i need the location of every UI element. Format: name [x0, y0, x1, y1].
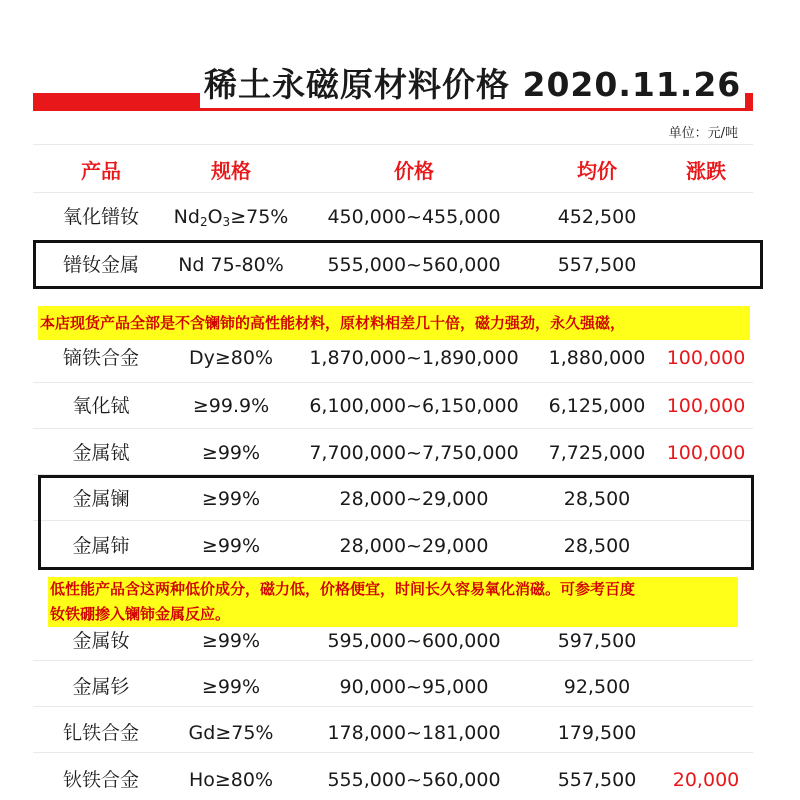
- cell-product: 氧化铽: [72, 395, 130, 417]
- cell-avg-price: 452,500: [557, 206, 637, 228]
- cell-avg-price: 28,500: [563, 535, 631, 557]
- cell-price: 28,000~29,000: [339, 535, 489, 557]
- cell-price: 555,000~560,000: [327, 769, 501, 791]
- cell-avg-price: 1,880,000: [548, 347, 646, 369]
- row-divider: [33, 752, 753, 753]
- cell-price: 1,870,000~1,890,000: [309, 347, 519, 369]
- cell-price: 595,000~600,000: [327, 630, 501, 652]
- cell-price: 450,000~455,000: [327, 206, 501, 228]
- cell-spec: ≥99%: [201, 488, 261, 510]
- cell-avg-price: 6,125,000: [548, 395, 646, 417]
- cell-product: 钬铁合金: [62, 769, 140, 791]
- header-avg-price: 均价: [577, 159, 617, 183]
- note-banner-low-performance: [48, 577, 738, 627]
- cell-change: 100,000: [666, 347, 746, 369]
- cell-spec: Ho≥80%: [188, 769, 274, 791]
- cell-change: 100,000: [666, 395, 746, 417]
- cell-spec: Dy≥80%: [188, 347, 274, 369]
- row-divider: [33, 192, 753, 193]
- note-banner-line-2: 钕铁硼掺入镧铈金属反应。: [50, 605, 231, 623]
- cell-spec: $Nd_2O_3\ge 75\%$: [173, 206, 289, 229]
- cell-product: 镨钕金属: [62, 254, 140, 276]
- cell-product: 金属钕: [72, 630, 130, 652]
- header-product: 产品: [81, 159, 121, 183]
- cell-change: 20,000: [672, 769, 740, 791]
- cell-price: 28,000~29,000: [339, 488, 489, 510]
- highlight-box-la-ce: [38, 475, 754, 570]
- row-divider: [33, 706, 753, 707]
- cell-spec: ≥99%: [201, 535, 261, 557]
- cell-spec: ≥99%: [201, 442, 261, 464]
- cell-price: 555,000~560,000: [327, 254, 501, 276]
- note-banner-high-performance: 本店现货产品全部是不含镧铈的高性能材料，原材料相差几十倍，磁力强劲，永久强磁，: [38, 306, 750, 340]
- cell-spec: Nd 75-80%: [178, 254, 284, 276]
- cell-avg-price: 557,500: [557, 254, 637, 276]
- cell-avg-price: 179,500: [557, 722, 637, 744]
- cell-product: 金属铽: [72, 442, 130, 464]
- cell-change: 100,000: [666, 442, 746, 464]
- cell-product: 镝铁合金: [62, 347, 140, 369]
- cell-product: 金属钐: [72, 676, 130, 698]
- header-change: 涨跌: [686, 159, 726, 183]
- cell-avg-price: 7,725,000: [548, 442, 646, 464]
- cell-spec: ≥99.9%: [192, 395, 270, 417]
- page-title: 稀土永磁原材料价格 2020.11.26: [200, 62, 745, 108]
- row-divider: [33, 428, 753, 429]
- cell-avg-price: 28,500: [563, 488, 631, 510]
- cell-spec: Gd≥75%: [188, 722, 274, 744]
- cell-avg-price: 92,500: [563, 676, 631, 698]
- cell-product: 氧化镨钕: [62, 206, 140, 228]
- header-spec: 规格: [211, 159, 251, 183]
- row-divider: [33, 382, 753, 383]
- cell-product: 钆铁合金: [62, 722, 140, 744]
- row-divider: [33, 144, 753, 145]
- header-price: 价格: [394, 159, 434, 183]
- cell-price: 7,700,000~7,750,000: [309, 442, 519, 464]
- cell-price: 178,000~181,000: [327, 722, 501, 744]
- note-banner-line-1: 低性能产品含这两种低价成分，磁力低，价格便宜，时间长久容易氧化消磁。可参考百度: [50, 580, 636, 598]
- unit-label: 单位：元/吨: [668, 126, 738, 141]
- cell-product: 金属镧: [72, 488, 130, 510]
- cell-avg-price: 597,500: [557, 630, 637, 652]
- highlight-box-prnd-metal: [33, 240, 763, 289]
- cell-product: 金属铈: [72, 535, 130, 557]
- row-divider: [33, 660, 753, 661]
- cell-spec: ≥99%: [201, 676, 261, 698]
- cell-spec: ≥99%: [201, 630, 261, 652]
- cell-avg-price: 557,500: [557, 769, 637, 791]
- cell-price: 6,100,000~6,150,000: [309, 395, 519, 417]
- cell-price: 90,000~95,000: [339, 676, 489, 698]
